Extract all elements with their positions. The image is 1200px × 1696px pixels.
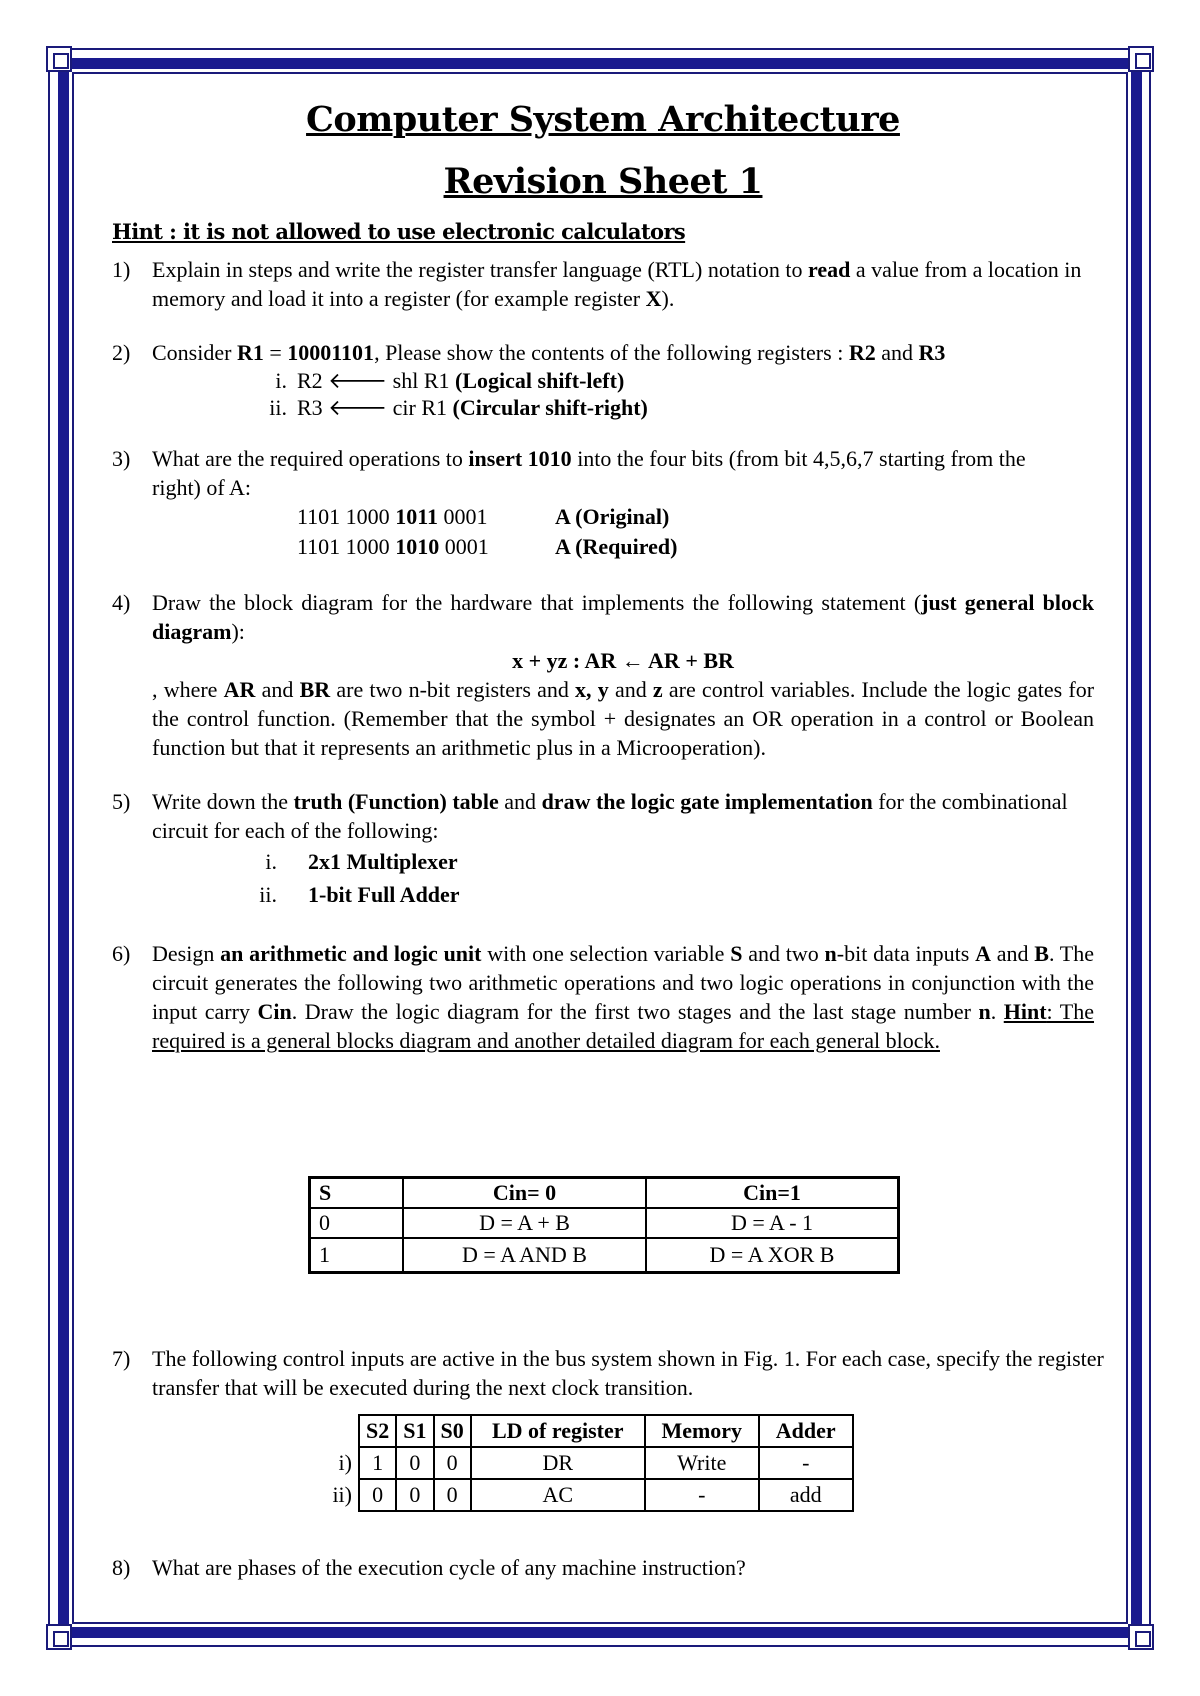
table-cell: 0: [434, 1479, 471, 1511]
table-cell: 0: [396, 1447, 433, 1479]
list-item: i.: [265, 849, 277, 874]
corner-ornament-bottom-right: [1128, 1624, 1154, 1650]
list-item-text: R3 🡐 cir R1 (Circular shift-right): [297, 395, 648, 420]
question-text-continued: , where AR and BR are two n-bit registers and x, y and z are control variables. Include the logic gates for the control function. (Remember that the symbol + designates an OR operation in a control or Boolean function but that it represents an arithmetic plus in a Microoperation).: [152, 677, 1095, 760]
row-label: [312, 1415, 359, 1447]
question-text: What are the required operations to insert 1010 into the four bits (from bit 4,5,6,7 starting from the right) of A:: [152, 446, 1026, 500]
question-number: 1): [112, 257, 131, 282]
table-cell: -: [759, 1447, 853, 1479]
corner-ornament-top-left: [46, 46, 72, 72]
rtl-statement: x + yz : AR ← AR + BR: [512, 648, 734, 673]
control-inputs-table: [312, 1414, 854, 1512]
table-cell: 0: [310, 1208, 404, 1238]
table-cell: AC: [471, 1479, 645, 1511]
table-header-cell: Cin=1: [646, 1178, 899, 1209]
table-cell: 1: [359, 1447, 396, 1479]
question-5-items: [112, 845, 1094, 911]
question-8: [112, 1553, 1134, 1582]
question-number: 4): [112, 590, 131, 615]
table-cell: D = A - 1: [646, 1208, 899, 1238]
question-number: 3): [112, 446, 131, 471]
row-label: i): [338, 1450, 352, 1475]
table-header-cell: S1: [396, 1415, 433, 1447]
question-text: Explain in steps and write the register transfer language (RTL) notation to read a value from a location in memory and load it into a register (for example register X).: [152, 257, 1082, 311]
bit-pattern-label: A (Original): [555, 504, 670, 529]
table-header-cell: Cin= 0: [403, 1178, 646, 1209]
bit-pattern-row: 1101 1000 1010 0001: [297, 534, 489, 559]
table-row: [312, 1479, 853, 1511]
table-cell: 0: [396, 1479, 433, 1511]
table-row: [310, 1238, 899, 1272]
table-header-cell: S0: [434, 1415, 471, 1447]
question-text: Design an arithmetic and logic unit with one selection variable S and two n-bit data inputs A and B. The circuit generates the following two arithmetic operations and two logic operations in conjunction with the input carry Cin. Draw the logic diagram for the first two stages and the last stage number n. Hint: The required is a general blocks diagram and another detailed diagram for each general block.: [152, 941, 1095, 1053]
list-item-text: 2x1 Multiplexer: [308, 849, 458, 874]
table-cell: add: [759, 1479, 853, 1511]
table-header-cell: Adder: [759, 1415, 853, 1447]
question-text: What are phases of the execution cycle of any machine instruction?: [152, 1555, 746, 1580]
document-subtitle: Revision Sheet 1: [443, 161, 763, 202]
question-text: The following control inputs are active in the bus system shown in Fig. 1. For each case, specify the register transfer that will be executed during the next clock transition.: [152, 1346, 1104, 1400]
table-header-cell: LD of register: [471, 1415, 645, 1447]
table-header-cell: Memory: [645, 1415, 759, 1447]
question-3: [112, 444, 1052, 502]
table-cell: 0: [359, 1479, 396, 1511]
question-number: 2): [112, 340, 131, 365]
table-header-row: [310, 1178, 899, 1209]
table-cell: Write: [645, 1447, 759, 1479]
question-text: Write down the truth (Function) table and draw the logic gate implementation for the combinational circuit for each of the following:: [152, 789, 1068, 843]
table-cell: 1: [310, 1238, 404, 1272]
table-header-cell: S2: [359, 1415, 396, 1447]
table-cell: D = A + B: [403, 1208, 646, 1238]
table-cell: D = A XOR B: [646, 1238, 899, 1272]
corner-ornament-bottom-left: [46, 1624, 72, 1650]
table-cell: -: [645, 1479, 759, 1511]
document-body: [112, 95, 1094, 1055]
question-1: [112, 255, 1094, 313]
bit-pattern-block: [112, 502, 1094, 562]
question-6: [112, 939, 1094, 1055]
table-header-row: [312, 1415, 853, 1447]
alu-function-table: [308, 1176, 900, 1274]
table-cell: 0: [434, 1447, 471, 1479]
question-2: [112, 338, 1094, 367]
document-title: Computer System Architecture: [306, 99, 900, 140]
question-text: Consider R1 = 10001101, Please show the contents of the following registers : R2 and R3: [152, 340, 946, 365]
question-number: 7): [112, 1346, 131, 1371]
question-number: 6): [112, 941, 131, 966]
table-cell: D = A AND B: [403, 1238, 646, 1272]
control-inputs-table-wrap: [312, 1414, 854, 1512]
list-item: i.: [275, 368, 287, 393]
bit-pattern-label: A (Required): [555, 534, 678, 559]
list-item: ii.: [269, 395, 287, 420]
table-row: [312, 1447, 853, 1479]
hint-note: Hint : it is not allowed to use electronic calculators: [112, 219, 686, 244]
question-7: [112, 1344, 1134, 1402]
table-cell: DR: [471, 1447, 645, 1479]
question-text: Draw the block diagram for the hardware that implements the following statement (just general block diagram):: [152, 590, 1094, 644]
list-item-text: R2 🡐 shl R1 (Logical shift-left): [297, 368, 625, 393]
question-4: [112, 588, 1094, 762]
question-5: [112, 787, 1094, 845]
list-item-text: 1-bit Full Adder: [308, 882, 460, 907]
question-number: 8): [112, 1555, 131, 1580]
table-header-cell: S: [310, 1178, 404, 1209]
row-label: ii): [332, 1482, 352, 1507]
list-item: ii.: [259, 882, 277, 907]
question-number: 5): [112, 789, 131, 814]
bit-pattern-row: 1101 1000 1011 0001: [297, 504, 488, 529]
question-2-items: [112, 367, 1094, 421]
corner-ornament-top-right: [1128, 46, 1154, 72]
table-row: [310, 1208, 899, 1238]
